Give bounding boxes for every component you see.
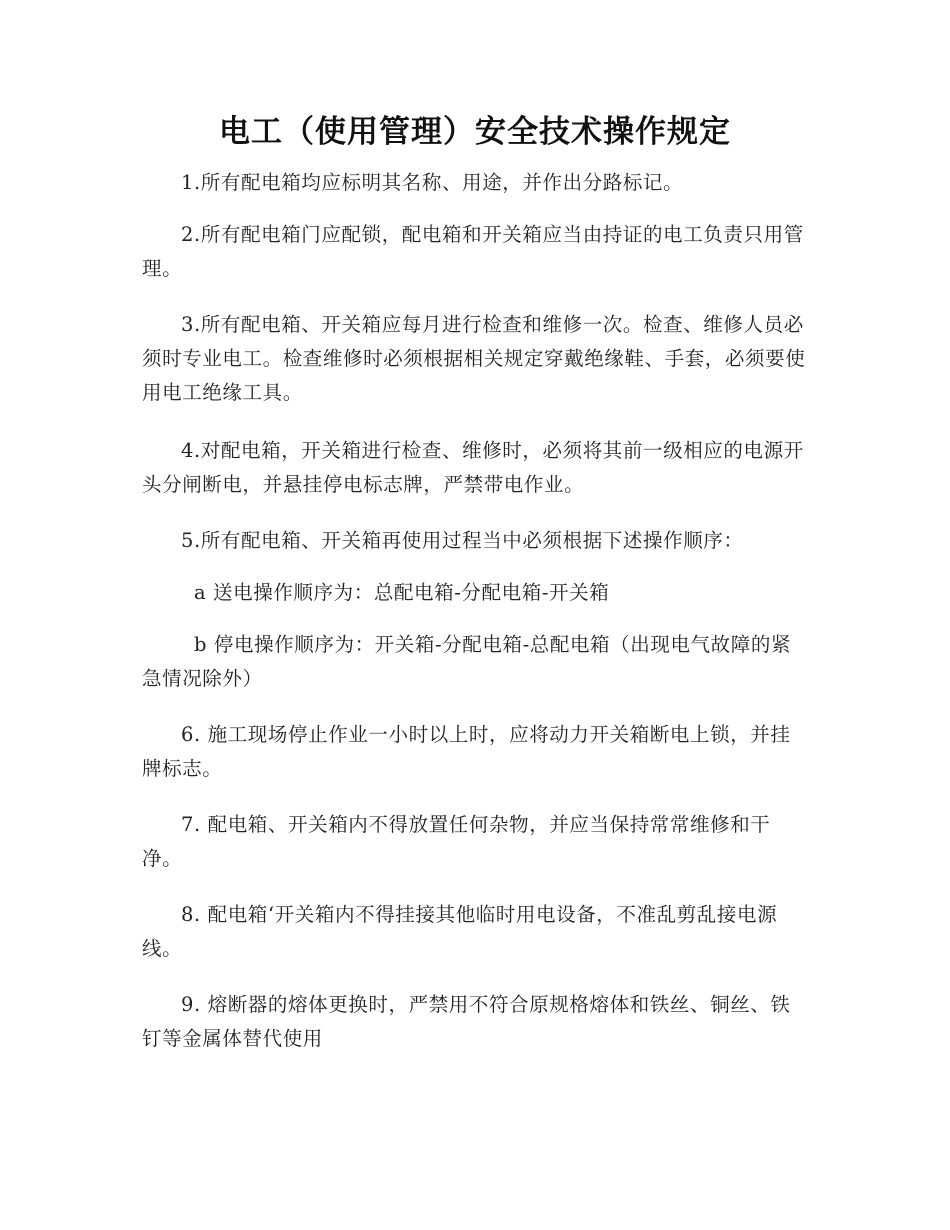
paragraph-7: 7. 配电箱、开关箱内不得放置任何杂物，并应当保持常常维修和干净。 [142, 813, 771, 870]
paragraph-9: 9. 熔断器的熔体更换时，严禁用不符合原规格熔体和铁丝、铜丝、铁钉等金属体替代使用 [142, 993, 791, 1050]
paragraph-6: 6. 施工现场停止作业一小时以上时，应将动力开关箱断电上锁，并挂牌标志。 [142, 723, 791, 780]
paragraph-5: 5.所有配电箱、开关箱再使用过程当中必须根据下述操作顺序： [181, 529, 744, 552]
paragraph-5b: b 停电操作顺序为：开关箱-分配电箱-总配电箱（出现电气故障的紧急情况除外） [142, 633, 792, 690]
paragraph-3: 3.所有配电箱、开关箱应每月进行检查和维修一次。检查、维修人员必须时专业电工。检查维修时必须根据相关规定穿戴绝缘鞋、手套，必须要使用电工绝缘工具。 [142, 313, 806, 404]
paragraph-5a: a 送电操作顺序为：总配电箱-分配电箱-开关箱 [194, 581, 610, 604]
paragraph-2: 2.所有配电箱门应配锁，配电箱和开关箱应当由持证的电工负责只用管理。 [142, 223, 804, 280]
paragraph-4: 4.对配电箱，开关箱进行检查、维修时，必须将其前一级相应的电源开头分闸断电，并悬挂停电标志牌，严禁带电作业。 [142, 439, 804, 496]
document-title: 电工（使用管理）安全技术操作规定 [219, 114, 731, 150]
paragraph-8: 8. 配电箱‘开关箱内不得挂接其他临时用电设备，不准乱剪乱接电源线。 [142, 903, 778, 960]
paragraph-1: 1.所有配电箱均应标明其名称、用途，并作出分路标记。 [181, 171, 684, 194]
